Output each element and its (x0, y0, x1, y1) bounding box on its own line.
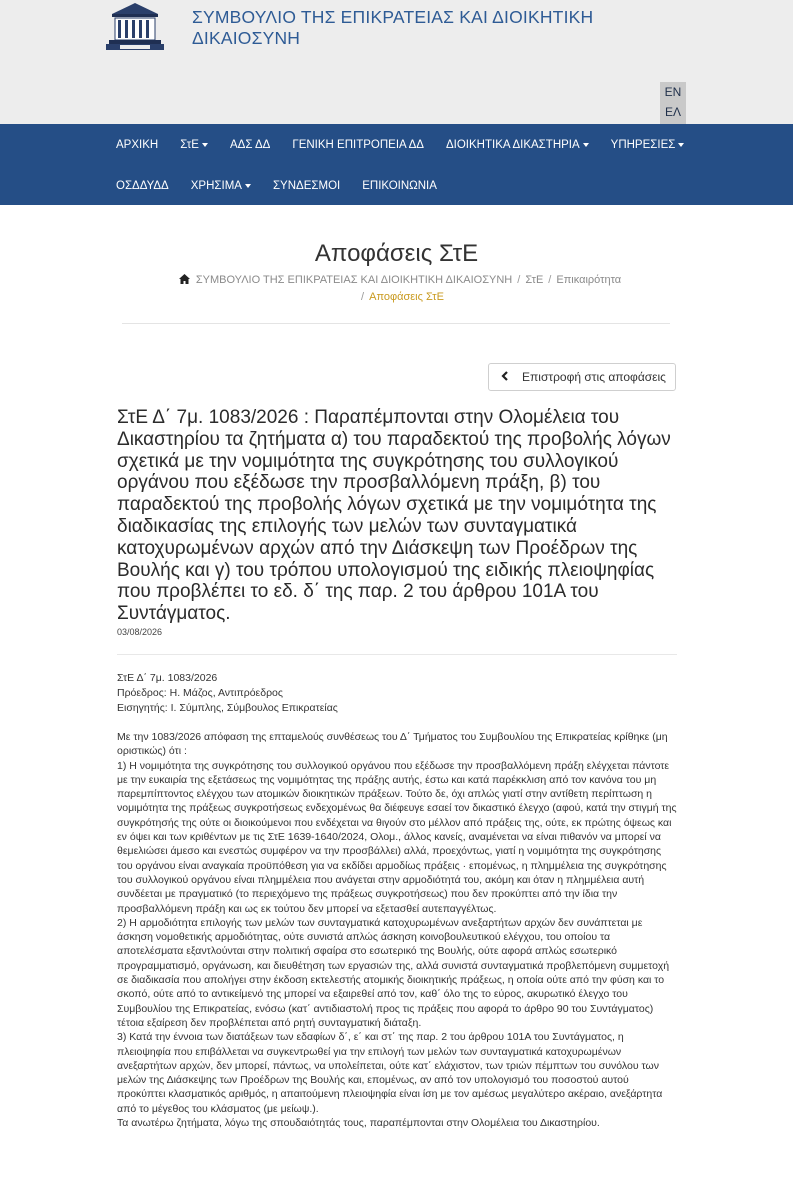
decision-body (117, 730, 677, 1130)
page-title: Αποφάσεις ΣτΕ (314, 240, 479, 267)
case-number: ΣτΕ Δ΄ 7μ. 1083/2026 (117, 672, 218, 684)
nav-label: ΔΙΟΙΚΗΤΙΚΑ ΔΙΚΑΣΤΗΡΙΑ (445, 139, 580, 151)
site-title[interactable]: ΣΥΜΒΟΥΛΙΟ ΤΗΣ ΕΠΙΚΡΑΤΕΙΑΣ ΚΑΙ ΔΙΟΙΚΗΤΙΚΗ ΔΙΚΑΙΟΣΥΝΗ (192, 7, 594, 48)
nav-row-1 (116, 137, 706, 153)
nav-links[interactable] (273, 178, 340, 194)
back-button-label: Επιστροφή στις αποφάσεις (522, 370, 666, 384)
back-to-decisions-button[interactable] (488, 363, 676, 391)
divider (117, 654, 677, 655)
caret-down-icon (202, 143, 208, 147)
nav-label: ΑΔΣ ΔΔ (229, 139, 271, 151)
caret-down-icon (678, 143, 684, 147)
court-building-icon[interactable] (106, 0, 164, 54)
breadcrumb-news[interactable]: Επικαιρότητα (556, 274, 622, 286)
point-2: 2) Η αρμοδιότητα επιλογής των μελών των συνταγματικά κατοχυρωμένων ανεξαρτήτων αρχών δεν συνάπτεται με άσκηση νομοθετικής αρμοδιότητας, ούτε συνιστά απλώς άσκηση κοινοβουλευτικού ελέγχου, του οποίου τα αποτελέσματα εξαντλούνται στην πολιτική σφαίρα στο εσωτερικό της Βουλής, ούτε αφορά απλώς εσωτερικό προγραμματισμό, οργάνωση, και διευθέτηση των εργασιών της, αλλά συνιστά συνταγματικά προβλεπόμενη συμμετοχή σε διαδικασία που απολήγει στην έκδοση εκτελεστής ατομικής διοικητικής πράξεως, η οποία ούτε από την φύση και το σκοπό, ούτε από το αντικείμενό της μπορεί να εξαιρεθεί από τον, καθ΄ όλο της το εύρος, ακυρωτικό έλεγχο του Συμβουλίου της Επικρατείας, ενόσω (κατ΄ αντιδιαστολή προς τις πράξεις που αφορά το άρθρο 90 του Συντάγματος) τέτοια εξαίρεση δεν προβλέπεται από ρητή συνταγματική διάταξη. (117, 916, 670, 1029)
nav-osddydd[interactable] (116, 178, 169, 194)
breadcrumb-separator: / (361, 291, 365, 303)
point-1: 1) Η νομιμότητα της συγκρότησης του συλλογικού οργάνου που εξέδωσε την προσβαλλόμενη πράξη ελέγχεται πάντοτε με την ευκαιρία της εξετάσεως της νομιμότητας της πράξης αυτής, έστω και κατά παρέκκλιση από τον κανόνα του μη παρεμπίπτοντος ελέγχου των ατομικών διοικητικών πράξεων. Τούτο δε, όχι απλώς γιατί στην αντίθετη περίπτωση η νομιμότητα της πράξεως συγκροτήσεως ενδεχομένως θα διέφευγε εσαεί τον δικαστικό έλεγχο (αφού, κατά την στιγμή της συγκρότησής της ούτε οι διοικούμενοι που ενδέχεται να θιγούν στο μέλλον από πράξεις της, ούτε, εκ πρώτης όψεως και εν όψει και των κριθέντων με τις ΣτΕ 1639-1640/2024, Ολομ., άλλος κανείς, αναμένεται να είναι πιθανόν να μπορεί να θεμελιώσει άμεσο και ενεστώς συμφέρον να την προσβάλλει) αλλά, προεχόντως, γιατί η νομιμότητα της συγκρότησης του οργάνου είναι αναγκαία προϋπόθεση για να εκδίδει αρμοδίως πράξεις · επομένως, η πλημμέλεια της συγκρότησης του συλλογικού οργάνου είναι πλημμέλεια που ανάγεται στην αρμοδιότητά του, ακόμη και όταν η πλημμέλεια αυτή συνδέεται με πραγματικό (το περιεχόμενο της πράξεως συγκροτήσεως) που δεν προκύπτει από την ίδια την προσβαλλόμενη πράξη και ως εκ τούτου δεν μπορεί να εξετασθεί αυτεπαγγέλτως. (117, 759, 677, 915)
conclusion: Τα ανωτέρω ζητήματα, λόγω της σπουδαιότητάς τους, παραπέμπονται στην Ολομέλεια του Δικαστηρίου. (117, 1117, 600, 1130)
divider (122, 323, 670, 324)
nav-label: ΓΕΝΙΚΗ ΕΠΙΤΡΟΠΕΙΑ ΔΔ (292, 139, 424, 151)
caret-down-icon (583, 143, 589, 147)
nav-ste[interactable] (180, 137, 208, 153)
breadcrumb (120, 272, 680, 305)
nav-label: ΥΠΗΡΕΣΙΕΣ (610, 139, 676, 151)
caret-down-icon (245, 184, 251, 188)
decision-meta (117, 671, 677, 715)
rapporteur: Εισηγητής: Ι. Σύμπλης, Σύμβουλος Επικρατείας (117, 701, 338, 714)
nav-services[interactable] (611, 137, 685, 153)
nav-useful[interactable] (191, 178, 251, 194)
nav-home[interactable] (116, 137, 158, 153)
breadcrumb-separator: / (517, 274, 521, 286)
breadcrumb-ste[interactable]: ΣτΕ (525, 274, 544, 286)
nav-label: ΣΥΝΔΕΣΜΟΙ (272, 180, 341, 192)
nav-general-commissioner[interactable] (292, 137, 424, 153)
nav-label: ΕΠΙΚΟΙΝΩΝΙΑ (362, 180, 437, 192)
decision-date: 03/08/2026 (117, 627, 163, 637)
intro-paragraph: Με την 1083/2026 απόφαση της επταμελούς συνθέσεως του Δ΄ Τμήματος του Συμβουλίου της Επικρατείας κρίθηκε (μη οριστικώς) ότι : (117, 731, 668, 758)
chevron-left-icon (501, 370, 508, 384)
nav-label: ΑΡΧΙΚΗ (116, 139, 159, 151)
main-nav (0, 124, 793, 205)
nav-label: ΣτΕ (180, 139, 199, 151)
language-switcher (660, 82, 686, 124)
point-3: 3) Κατά την έννοια των διατάξεων των εδαφίων δ΄, ε΄ και στ΄ της παρ. 2 του άρθρου 101Α του Συντάγματος, η πλειοψηφία που επιβάλλεται να συγκεντρωθεί για την επιλογή των μελών των συνταγματικά κατοχυρωμένων ανεξαρτήτων αρχών, δεν μπορεί, πάντως, να υπολείπεται, ούτε κατ΄ ελάχιστον, των τριών πέμπτων του συνόλου των μελών της Διάσκεψης των Προέδρων της Βουλής και, επομένως, αν από τον υπολογισμό του ποσοστού αυτού προκύπτει κλασματικός αριθμός, η απαιτούμενη πλειοψηφία είναι ίση με τον αμέσως μεγαλύτερο ακέραιο, ανεξάρτητα από το μέγεθος του κλάσματος (με μείωψ.). (117, 1031, 663, 1115)
nav-label: ΟΣΔΔΥΔΔ (116, 180, 169, 192)
breadcrumb-current: Αποφάσεις ΣτΕ (369, 291, 444, 303)
nav-contact[interactable] (362, 178, 437, 194)
nav-administrative-courts[interactable] (446, 137, 589, 153)
nav-label: ΧΡΗΣΙΜΑ (190, 180, 242, 192)
lang-en[interactable]: EN (664, 85, 682, 99)
nav-row-2 (116, 178, 459, 194)
breadcrumb-separator: / (548, 274, 552, 286)
breadcrumb-home[interactable]: ΣΥΜΒΟΥΛΙΟ ΤΗΣ ΕΠΙΚΡΑΤΕΙΑΣ ΚΑΙ ΔΙΟΙΚΗΤΙΚΗ ΔΙΚΑΙΟΣΥΝΗ (195, 274, 513, 286)
decision-title: ΣτΕ Δ΄ 7μ. 1083/2026 : Παραπέμπονται στην Ολομέλεια του Δικαστηρίου τα ζητήματα α) του παραδεκτού της προβολής λόγων σχετικά με την νομιμότητα της συγκρότησης του συλλογικού οργάνου που εξέδωσε την προσβαλλόμενη πράξη, β) του παραδεκτού της προβολής λόγων σχετικά με την νομιμότητα της διαδικασίας της επιλογής των μελών των συνταγματικά κατοχυρωμένων αρχών από την Διάσκεψη των Προέδρων της Βουλής και γ) του τρόπου υπολογισμού της ειδικής πλειοψηφίας που προβλέπει το εδ. δ΄ της παρ. 2 του άρθρου 101Α του Συντάγματος. (117, 407, 671, 625)
site-header (0, 0, 793, 124)
nav-ads-dd[interactable] (230, 137, 270, 153)
home-icon[interactable] (179, 273, 190, 289)
lang-el[interactable]: ΕΛ (664, 105, 682, 119)
president: Πρόεδρος: Η. Μάζος, Αντιπρόεδρος (117, 686, 283, 699)
